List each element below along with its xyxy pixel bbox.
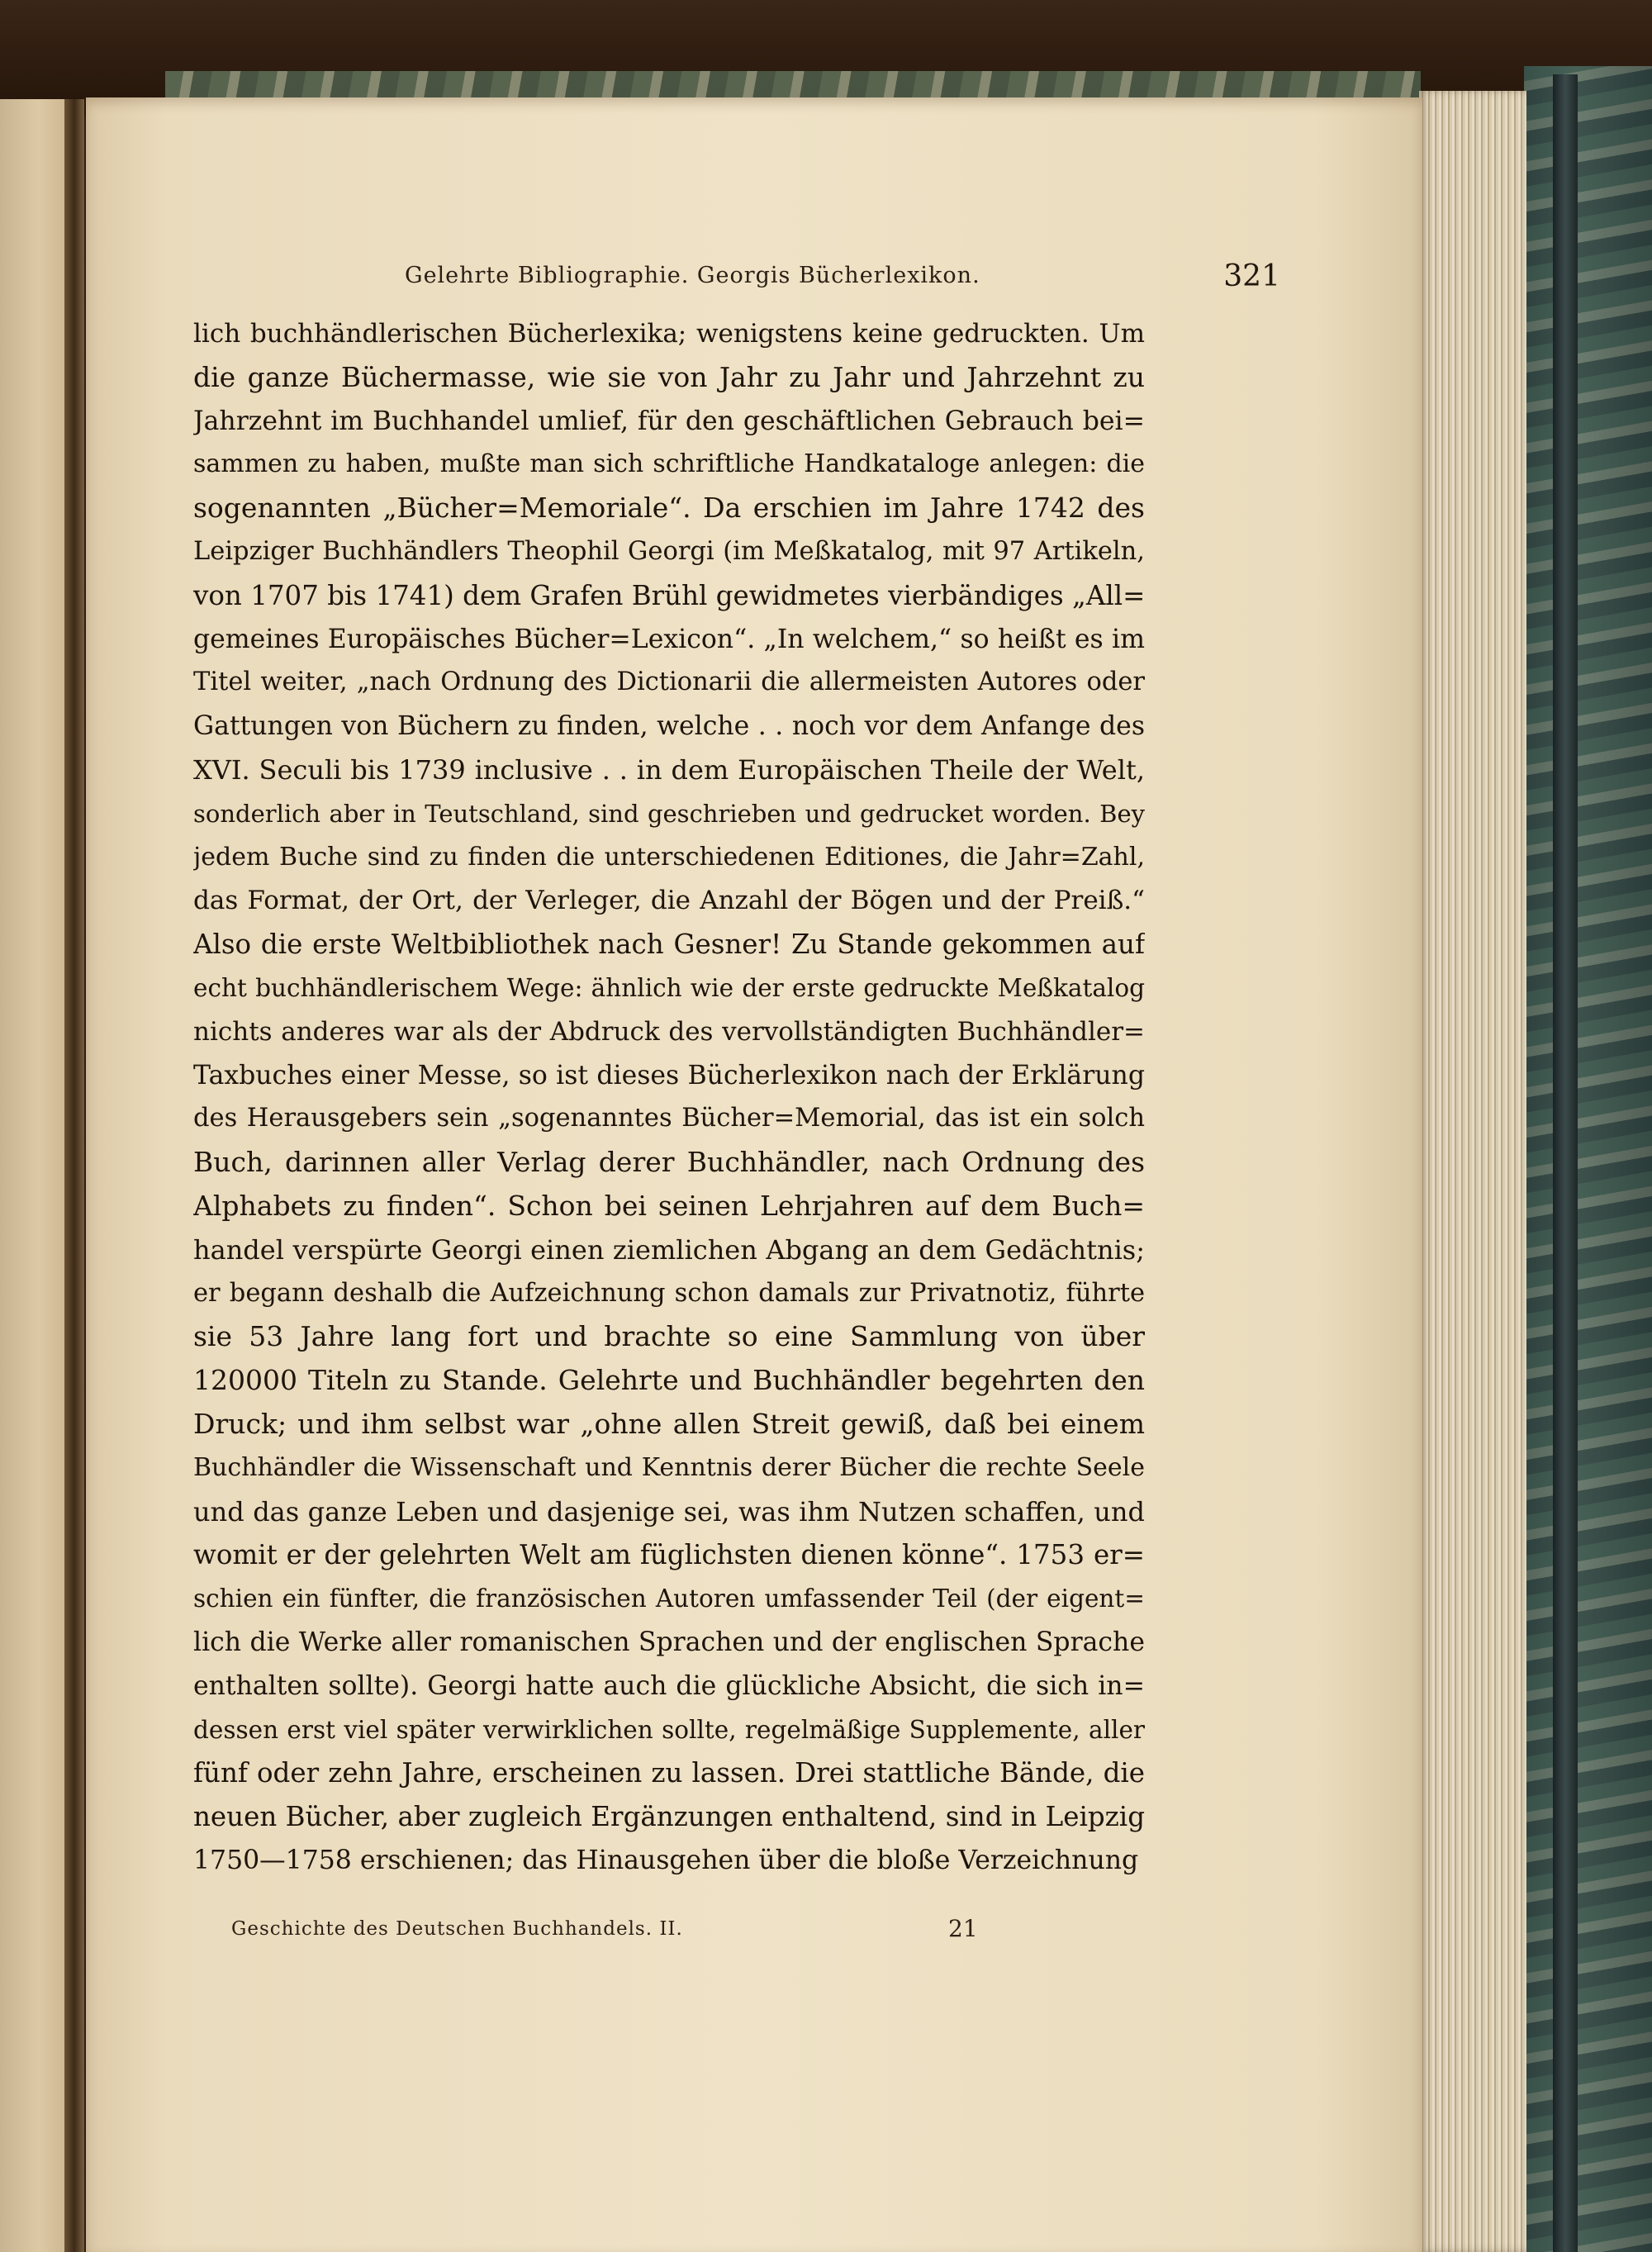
text-line: gemeines Europäisches Bücher=Lexicon“. „In welchem,“ so heißt es im [193,624,1145,654]
text-line: handel verspürte Georgi einen ziemlichen Abgang an dem Gedächtnis; [193,1233,1145,1266]
text-line: jedem Buche sind zu finden die unterschiedenen Editiones, die Jahr=Zahl, [193,842,1145,872]
text-line: sie 53 Jahre lang fort und brachte so eine Sammlung von über [193,1320,1145,1353]
text-line: Buch, darinnen aller Verlag derer Buchhändler, nach Ordnung des [193,1146,1145,1179]
body-text [193,312,1145,1883]
page-stack-edges [1419,91,1526,2252]
text-line: neuen Bücher, aber zugleich Ergänzungen enthaltend, sind in Leipzig [193,1801,1145,1833]
text-line: er begann deshalb die Aufzeichnung schon damals zur Privatnotiz, führte [193,1278,1145,1308]
text-line: Gattungen von Büchern zu finden, welche . . noch vor dem Anfange des [193,711,1145,742]
text-line: nichts anderes war als der Abdruck des vervollständigten Buchhändler= [193,1016,1145,1047]
text-line: echt buchhändlerischem Wege: ähnlich wie der erste gedruckte Meßkatalog [193,973,1145,1002]
text-line: das Format, der Ort, der Verleger, die Anzahl der Bögen und der Preiß.“ [193,886,1145,916]
text-line: 1750—1758 erschienen; das Hinausgehen über die bloße Verzeichnung [193,1845,1139,1875]
book-gutter [64,99,84,2252]
page-footer [231,1915,999,1951]
text-line: Also die erste Weltbibliothek nach Gesner! Zu Stande gekommen auf [193,929,1145,961]
text-line: sonderlich aber in Teutschland, sind geschrieben und gedrucket worden. Bey [193,799,1145,828]
text-line: womit er der gelehrten Welt am füglichsten dienen könne“. 1753 er= [193,1539,1145,1571]
page-number: 321 [1223,259,1280,293]
text-line: schien ein fünfter, die französischen Autoren umfassender Teil (der eigent= [193,1584,1145,1613]
text-line: Alphabets zu finden“. Schon bei seinen Lehrjahren auf dem Buch= [193,1189,1145,1222]
text-line: enthalten sollte). Georgi hatte auch die glückliche Absicht, die sich in= [193,1670,1145,1701]
text-line: und das ganze Leben und dasjenige sei, was ihm Nutzen schaffen, und [193,1495,1145,1527]
text-line: XVI. Seculi bis 1739 inclusive . . in dem Europäischen Theile der Welt, [193,753,1145,786]
text-line: lich buchhändlerischen Bücherlexika; wenigstens keine gedruckten. Um [193,319,1145,349]
text-line: Taxbuches einer Messe, so ist dieses Bücherlexikon nach der Erklärung [193,1060,1145,1090]
text-line: Druck; und ihm selbst war „ohne allen Streit gewiß, daß bei einem [193,1407,1145,1440]
text-line: von 1707 bis 1741) dem Grafen Brühl gewidmetes vierbändiges „All= [193,579,1145,611]
page-header [405,259,1280,309]
text-line: Jahrzehnt im Buchhandel umlief, für den geschäftlichen Gebrauch bei= [193,406,1145,436]
text-line: Titel weiter, „nach Ordnung des Dictionarii die allermeisten Autores oder [193,668,1145,697]
text-line: dessen erst viel später verwirklichen sollte, regelmäßige Supplemente, aller [193,1715,1145,1744]
text-line: sammen zu haben, mußte man sich schriftliche Handkataloge anlegen: die [193,449,1145,479]
text-line: Buchhändler die Wissenschaft und Kenntnis derer Bücher die rechte Seele [193,1452,1145,1482]
signature-title: Geschichte des Deutschen Buchhandels. II. [231,1918,683,1940]
text-line: fünf oder zehn Jahre, erscheinen zu lassen. Drei stattliche Bände, die [193,1757,1145,1789]
text-line: Leipziger Buchhändlers Theophil Georgi (im Meßkatalog, mit 97 Artikeln, [193,536,1145,566]
text-line: des Herausgebers sein „sogenanntes Bücher=Memorial, das ist ein solch [193,1104,1145,1133]
text-line: sogenannten „Bücher=Memoriale“. Da erschien im Jahre 1742 des [193,492,1145,525]
facing-page [0,99,69,2252]
cover-spine-edge [1553,74,1578,2252]
text-line: lich die Werke aller romanischen Sprachen und der englischen Sprache [193,1627,1145,1657]
signature-mark: 21 [948,1915,978,1942]
text-line: 120000 Titeln zu Stande. Gelehrte und Buchhändler begehrten den [193,1364,1145,1397]
marbled-cover [1524,66,1652,2252]
text-line: die ganze Büchermasse, wie sie von Jahr zu Jahr und Jahrzehnt zu [193,360,1145,393]
running-head: Gelehrte Bibliographie. Georgis Bücherlexikon. [405,263,980,288]
